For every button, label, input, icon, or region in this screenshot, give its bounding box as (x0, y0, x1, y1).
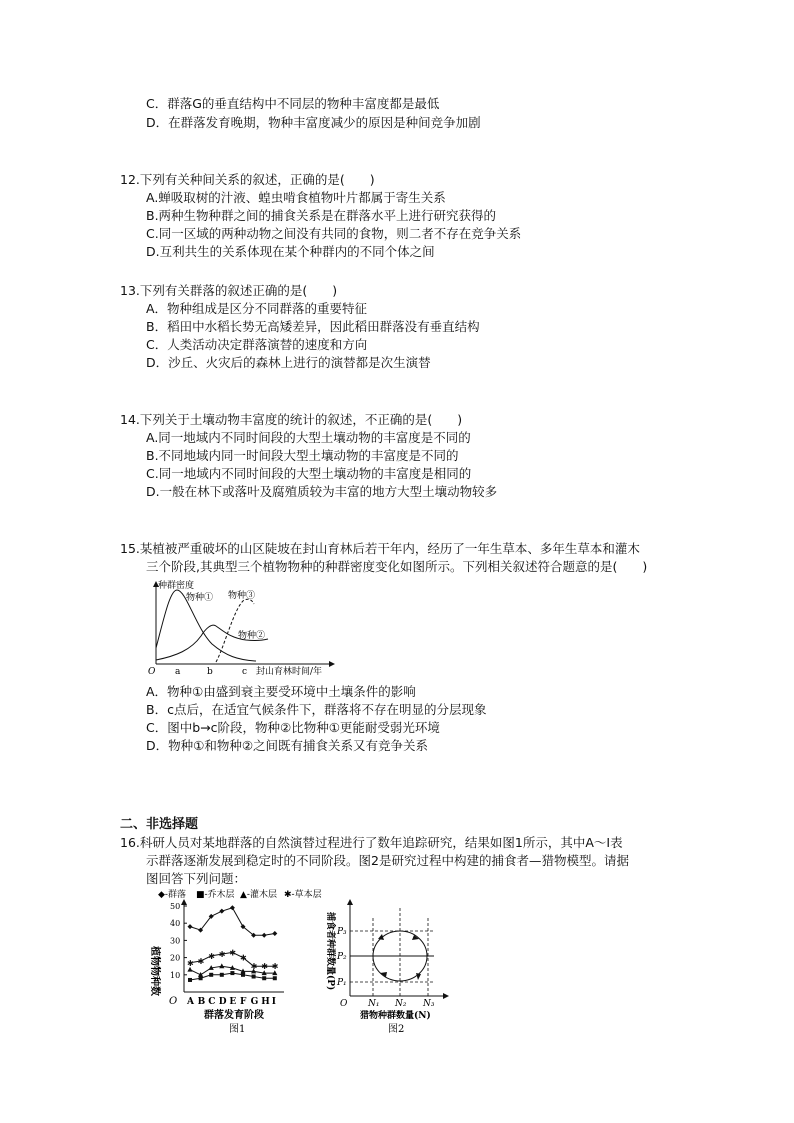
q14-option-d: D.一般在林下或落叶及腐殖质较为丰富的地方大型土壤动物较多 (146, 484, 498, 499)
fig1-ytick-label: 30 (170, 936, 181, 946)
q15-origin: O (148, 667, 156, 677)
q16-line1: 16.科研人员对某地群落的自然演替过程进行了数年追踪研究，结果如图1所示，其中A～I表 (120, 835, 623, 850)
q16-figure-2 (322, 898, 462, 1036)
fig1-data-point (188, 978, 192, 982)
fig1-data-point (219, 909, 224, 914)
fig1-data-point (188, 924, 193, 929)
fig1-data-point: ✱ (229, 948, 237, 958)
q16-figure-1 (144, 886, 344, 1036)
q15-option-a: A．物种①由盛到衰主要受环境中土壤条件的影响 (146, 684, 416, 699)
fig1-legend (158, 888, 322, 900)
fig1-data-point: ✱ (240, 953, 247, 963)
fig2-p3: P₃ (337, 927, 347, 937)
fig1-xlabel: 群落发育阶段 (204, 1010, 264, 1021)
fig1-data-point (199, 976, 203, 980)
q13-option-d: D．沙丘、火灾后的森林上进行的演替都是次生演替 (146, 355, 431, 370)
fig1-data-point (220, 973, 224, 977)
fig1-data-point: ✱ (261, 962, 268, 972)
fig1-data-point (262, 976, 266, 980)
fig1-xtick-label: B (197, 997, 206, 1007)
q15-label-3: 物种③ (228, 591, 256, 601)
fig2-xlabel: 猎物种群数量(N) (360, 1011, 431, 1021)
fig1-data-point (273, 976, 277, 980)
fig1-data-point: ✱ (187, 958, 194, 968)
fig1-xtick-label: A (187, 997, 194, 1007)
legend-灌木层: ▲-灌木层 (240, 890, 277, 900)
fig1-xtick-label: E (229, 997, 237, 1007)
fig1-data-point: ✱ (250, 962, 258, 972)
fig1-data-point (209, 973, 213, 977)
q13-option-b: B．稻田中水稻长势无高矮差异，因此稻田群落没有垂直结构 (146, 319, 480, 334)
fig1-data-point: ✱ (218, 950, 226, 960)
fig1-data-point: ✱ (271, 962, 279, 972)
fig2-p2: P₂ (337, 952, 347, 962)
fig1-xtick-label: C (208, 997, 216, 1007)
fig1-data-point (230, 905, 235, 910)
q12-stem: 12.下列有关种间关系的叙述，正确的是( ) (120, 172, 375, 187)
q15-tick-b: b (207, 667, 213, 677)
fig1-xtick-label: H (261, 997, 270, 1007)
q15-stem-line2: 三个阶段,其典型三个植物物种的种群密度变化如图所示。下列相关叙述符合题意的是( ) (146, 559, 648, 574)
q12-option-c: C.同一区域的两种动物之间没有共同的食物，则二者不存在竞争关系 (146, 226, 522, 241)
q16-line2: 示群落逐渐发展到稳定时的不同阶段。图2是研究过程中构建的捕食者—猎物模型。请据 (146, 853, 629, 868)
fig1-data-point: ✱ (197, 957, 205, 967)
q12-option-b: B.两种生物种群之间的捕食关系是在群落水平上进行研究获得的 (146, 208, 497, 223)
q15-option-b: B．c点后，在适宜气候条件下，群落将不存在明显的分层现象 (146, 702, 487, 717)
prev-option-d: D．在群落发育晚期，物种丰富度减少的原因是种间竞争加剧 (146, 115, 481, 130)
fig1-data-point (230, 971, 234, 975)
q15-ylabel: 种群密度 (158, 581, 195, 591)
legend-群落: ◆-群落 (158, 890, 186, 900)
legend-乔木层: ■-乔木层 (196, 890, 235, 900)
fig2-origin: O (340, 999, 348, 1009)
fig1-data-point (252, 975, 256, 979)
q13-stem: 13.下列有关群落的叙述正确的是( ) (120, 283, 338, 298)
q14-option-a: A.同一地域内不同时间段的大型土壤动物的丰富度是不同的 (146, 430, 471, 445)
fig1-data-point (241, 973, 245, 977)
fig1-ytick-label: 40 (170, 919, 181, 929)
fig2-cycle-arrow (416, 973, 421, 980)
q12-option-a: A.蝉吸取树的汁液、蝗虫啃食植物叶片都属于寄生关系 (146, 190, 446, 205)
fig1-data-point (262, 933, 267, 938)
q15-tick-a: a (175, 667, 181, 677)
fig2-ylabel: 捕食者种群数量(P) (325, 912, 335, 991)
q15-figure (146, 578, 336, 680)
fig1-xtick-label: G (250, 997, 259, 1007)
fig1-origin: O (169, 996, 178, 1007)
q15-label-1: 物种① (186, 593, 214, 603)
fig1-xtick-label: D (218, 997, 227, 1007)
q14-option-c: C.同一地域内不同时间段的大型土壤动物的丰富度是相同的 (146, 466, 472, 481)
fig2-caption: 图2 (388, 1024, 405, 1035)
q16-line3: 图回答下列问题： (146, 871, 247, 886)
q15-option-d: D．物种①和物种②之间既有捕食关系又有竞争关系 (146, 738, 429, 753)
section-heading: 二、非选择题 (120, 817, 199, 832)
fig1-data-point: ✱ (208, 951, 215, 961)
fig2-n2: N₂ (395, 999, 407, 1009)
q15-stem-line1: 15.某植被严重破坏的山区陡坡在封山育林后若干年内，经历了一年生草本、多年生草本和灌木 (120, 541, 640, 556)
fig1-series-line (190, 908, 275, 936)
q15-xlabel: 封山育林时间/年 (256, 667, 323, 677)
fig1-ytick-label: 20 (170, 953, 181, 963)
fig1-caption: 图1 (229, 1024, 246, 1035)
fig1-data-point (272, 931, 277, 936)
fig1-ytick-label: 10 (170, 970, 181, 980)
fig2-p1: P₁ (337, 978, 347, 988)
fig2-n3: N₃ (423, 999, 435, 1009)
legend-草本层: ✱-草本层 (284, 890, 322, 900)
fig1-xtick-label: F (240, 997, 247, 1007)
fig1-data-point (219, 963, 224, 968)
fig1-xtick-label: I (271, 997, 277, 1007)
q13-option-a: A．物种组成是区分不同群落的重要特征 (146, 301, 368, 316)
q15-label-2: 物种② (238, 631, 266, 641)
fig2-n1: N₁ (368, 999, 380, 1009)
prev-option-c: C．群落G的垂直结构中不同层的物种丰富度都是最低 (146, 96, 440, 111)
q15-option-c: C．图中b→c阶段，物种②比物种①更能耐受弱光环境 (146, 720, 440, 735)
q13-option-c: C．人类活动决定群落演替的速度和方向 (146, 337, 368, 352)
q14-option-b: B.不同地域内同一时间段大型土壤动物的丰富度是不同的 (146, 448, 459, 463)
q14-stem: 14.下列关于土壤动物丰富度的统计的叙述，不正确的是( ) (120, 412, 463, 427)
q12-option-d: D.互利共生的关系体现在某个种群内的不同个体之间 (146, 244, 435, 259)
fig1-ylabel: 植物物种数 (149, 946, 160, 996)
fig1-ytick-label: 50 (170, 902, 181, 911)
q15-tick-c: c (242, 667, 248, 677)
